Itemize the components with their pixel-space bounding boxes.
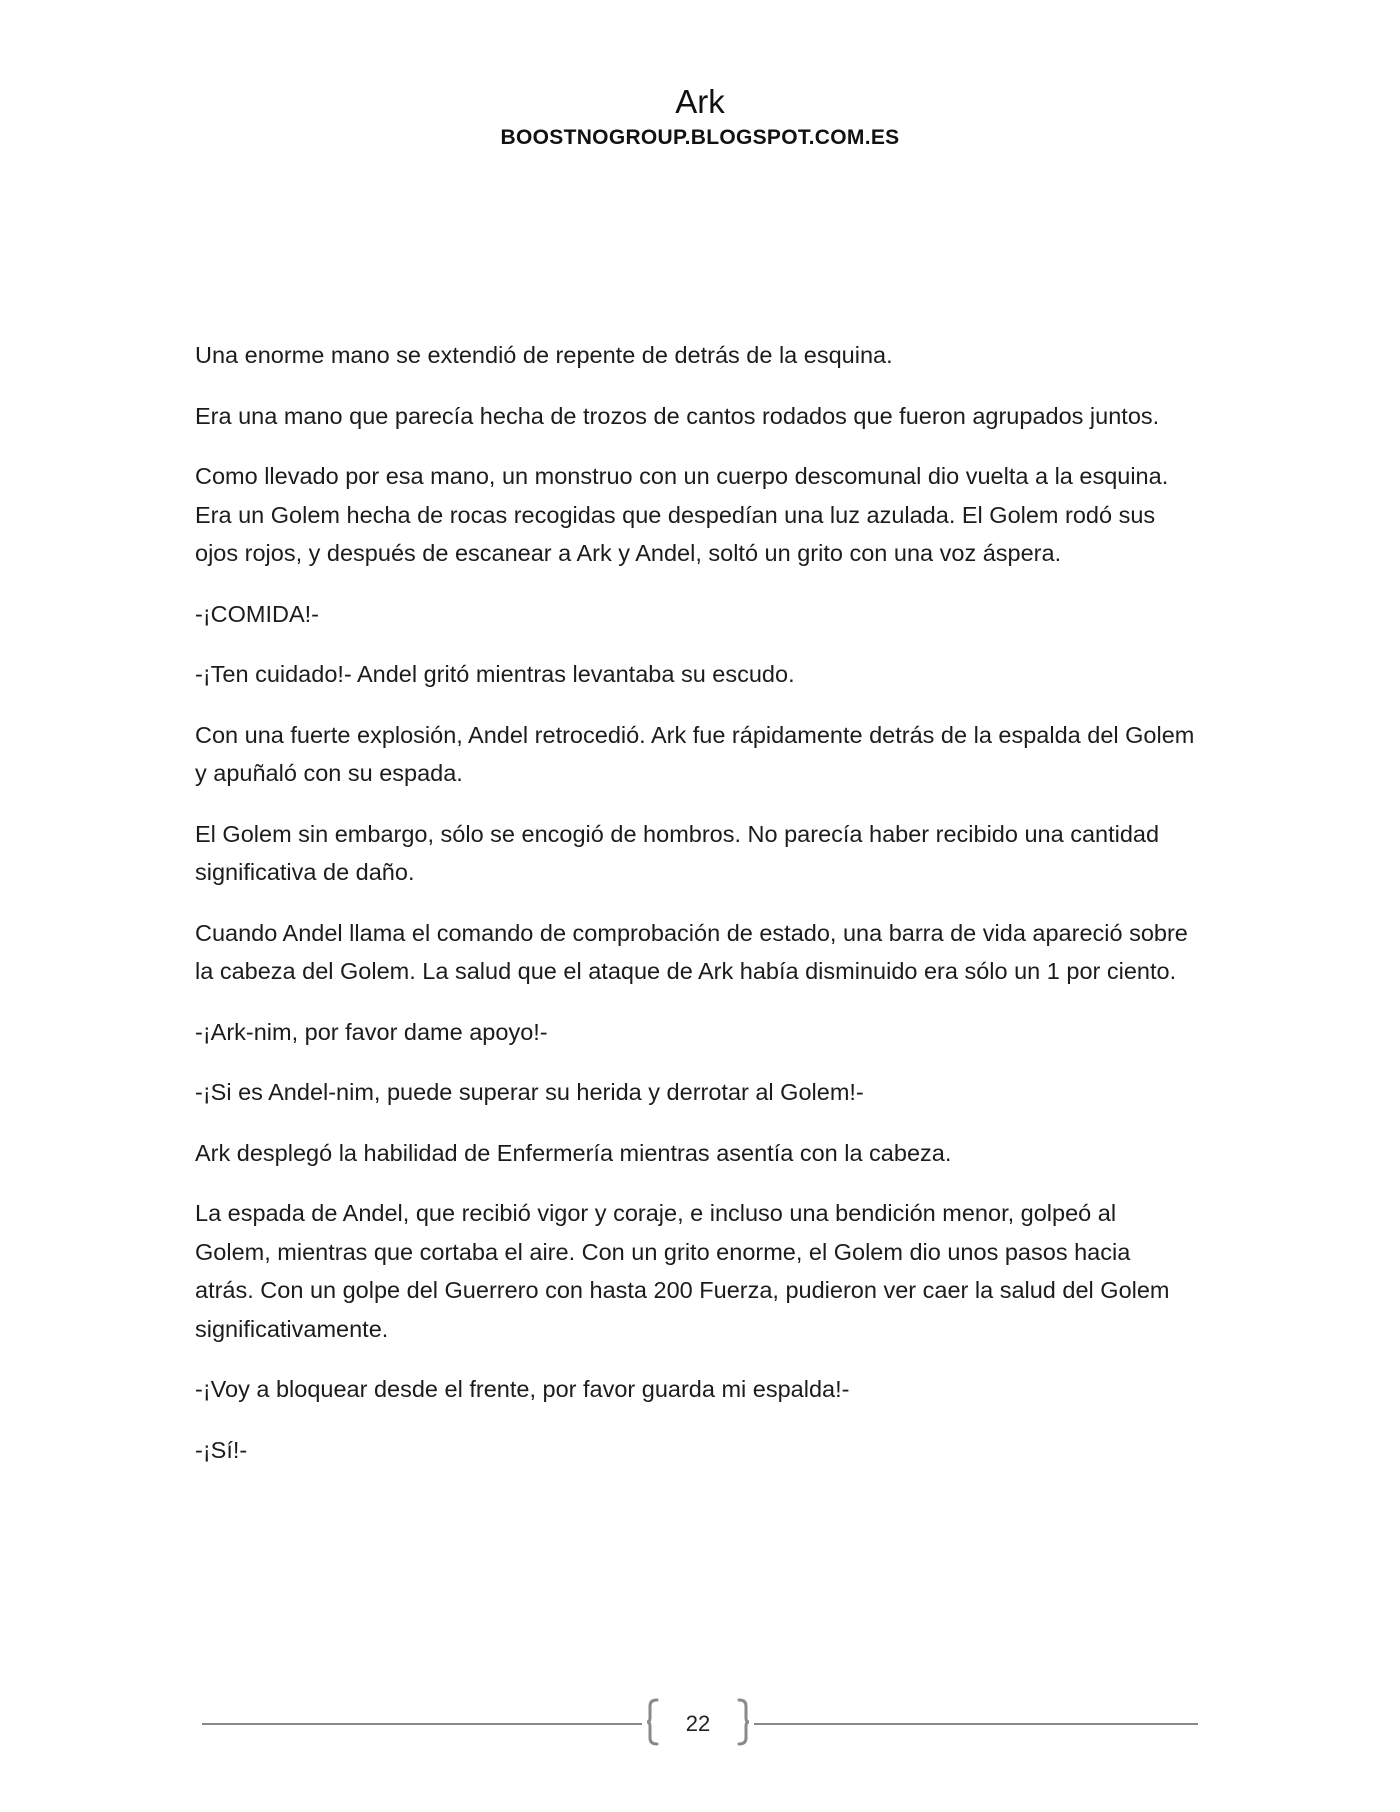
paragraph: Con una fuerte explosión, Andel retrocedió. Ark fue rápidamente detrás de la espalda del Golem y apuñaló con su espada. xyxy=(195,721,1195,786)
footer-rule-left xyxy=(202,1723,642,1725)
body-text xyxy=(195,336,1195,1491)
paragraph: -¡Si es Andel-nim, puede superar su herida y derrotar al Golem!- xyxy=(195,1079,864,1105)
paragraph: Como llevado por esa mano, un monstruo con un cuerpo descomunal dio vuelta a la esquina. Era un Golem hecha de rocas recogidas que despedían una luz azulada. El Golem rodó sus ojos rojos, y después de escanear a Ark y Andel, soltó un grito con una voz áspera. xyxy=(195,463,1169,566)
paragraph: -¡Ten cuidado!- Andel gritó mientras levantaba su escudo. xyxy=(195,661,795,687)
page-header xyxy=(0,82,1400,152)
paragraph: Una enorme mano se extendió de repente de detrás de la esquina. xyxy=(195,342,893,368)
page-footer xyxy=(202,1698,1198,1750)
footer-rule-right xyxy=(754,1723,1198,1725)
paragraph: Ark desplegó la habilidad de Enfermería mientras asentía con la cabeza. xyxy=(195,1139,952,1166)
book-title: Ark xyxy=(675,83,725,120)
paragraph: -¡Sí!- xyxy=(195,1436,248,1463)
paragraph: El Golem sin embargo, sólo se encogió de hombros. No parecía haber recibido una cantidad significativa de daño. xyxy=(195,820,1160,885)
left-bracket-icon xyxy=(646,1698,660,1746)
paragraph: -¡COMIDA!- xyxy=(195,600,320,627)
paragraph: -¡Voy a bloquear desde el frente, por favor guarda mi espalda!- xyxy=(195,1376,850,1402)
paragraph: Era una mano que parecía hecha de trozos de cantos rodados que fueron agrupados juntos. xyxy=(195,402,1160,429)
page-number: 22 xyxy=(685,1711,711,1736)
right-bracket-icon xyxy=(736,1698,750,1746)
blog-url: BOOSTNOGROUP.BLOGSPOT.COM.ES xyxy=(500,126,900,149)
paragraph: La espada de Andel, que recibió vigor y coraje, e incluso una bendición menor, golpeó al Golem, mientras que cortaba el aire. Con un grito enorme, el Golem dio unos pasos hacia atrás. Con un golpe del Guerrero con hasta 200 Fuerza, pudieron ver caer la salud del Golem significativamente. xyxy=(195,1200,1170,1342)
paragraph: Cuando Andel llama el comando de comprobación de estado, una barra de vida apareció sobre la cabeza del Golem. La salud que el ataque de Ark había disminuido era sólo un 1 por ciento. xyxy=(195,919,1188,984)
paragraph: -¡Ark-nim, por favor dame apoyo!- xyxy=(195,1018,548,1045)
